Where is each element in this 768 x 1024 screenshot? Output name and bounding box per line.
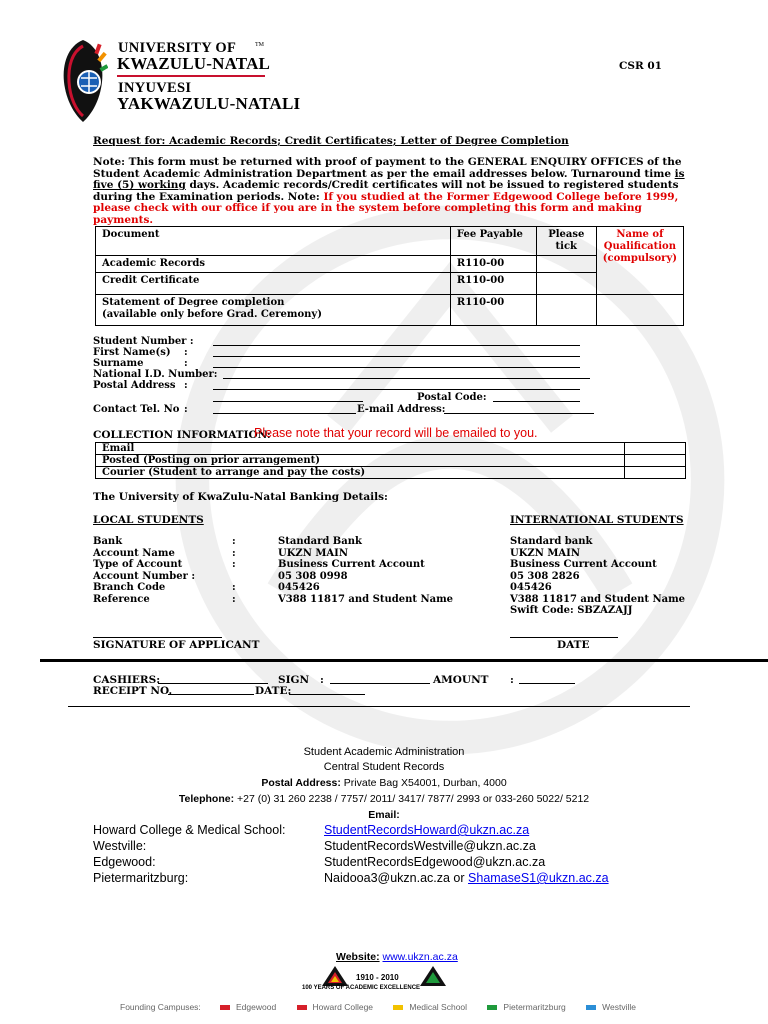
footer-dept: Student Academic Administration bbox=[303, 746, 465, 758]
note-turnaround: is five (5) working bbox=[93, 167, 685, 192]
footer-postal bbox=[0, 777, 768, 789]
collection-table bbox=[95, 442, 686, 479]
divider-thin bbox=[68, 706, 690, 707]
postal-code-input[interactable] bbox=[493, 401, 580, 402]
campus-swatch-pmb bbox=[487, 1005, 497, 1010]
intl-account-name: UKZN MAIN bbox=[510, 547, 580, 559]
local-bank: Standard Bank bbox=[278, 536, 362, 547]
note-edgewood-warning: If you studied at the Former Edgewood College before 1999, please check with our office if you are in the system before completing this form and making payments. bbox=[93, 190, 679, 226]
qualification-cell[interactable] bbox=[596, 273, 683, 295]
table-row bbox=[96, 227, 684, 256]
row-degree-completion-note: (available only before Grad. Ceremony) bbox=[102, 309, 322, 320]
founding-campuses-label: Founding Campuses: bbox=[120, 1002, 201, 1012]
table-row bbox=[96, 256, 684, 273]
option-email: Email bbox=[96, 443, 625, 455]
branch-code-label: Branch Code bbox=[93, 582, 166, 593]
intl-bank-values bbox=[510, 536, 685, 617]
telephone-value: +27 (0) 31 260 2238 / 7757/ 2011/ 3417/ 7877/ 2993 or 033-260 5022/ 5212 bbox=[237, 793, 590, 805]
bank-colons bbox=[232, 536, 236, 605]
fee-table bbox=[95, 226, 684, 326]
fee-degree-completion: R110-00 bbox=[450, 295, 536, 326]
surname-input[interactable] bbox=[213, 367, 580, 368]
local-bank-values bbox=[278, 536, 453, 605]
divider-thick bbox=[40, 659, 768, 662]
date-label: DATE bbox=[557, 639, 590, 651]
header-fee: Fee Payable bbox=[450, 227, 536, 256]
tick-credit-certificate[interactable] bbox=[536, 273, 596, 295]
campus-medical-label: Medical School bbox=[409, 1002, 468, 1012]
signature-label: SIGNATURE OF APPLICANT bbox=[93, 639, 260, 651]
amount-label: AMOUNT bbox=[433, 674, 489, 686]
tick-academic-records[interactable] bbox=[536, 256, 596, 273]
receipt-label: RECEIPT NO. bbox=[93, 685, 173, 697]
website-link[interactable]: www.ukzn.ac.za bbox=[382, 951, 458, 963]
header-document: Document bbox=[96, 227, 451, 256]
website-label: Website: bbox=[336, 951, 380, 963]
footer-unit: Central Student Records bbox=[323, 761, 445, 773]
campus-edgewood: Edgewood: bbox=[93, 855, 156, 869]
postal-code-label: Postal Code: bbox=[417, 392, 487, 403]
campus-pmb: Pietermaritzburg: bbox=[93, 871, 189, 885]
note-paragraph bbox=[93, 157, 685, 227]
option-email-tick[interactable] bbox=[625, 443, 686, 455]
centenary-text: 100 YEARS OF ACADEMIC EXCELLENCE bbox=[302, 985, 421, 991]
colon: : bbox=[232, 582, 236, 593]
first-names-label: First Name(s) bbox=[93, 347, 171, 358]
header-qualification: Name of Qualification (compulsory) bbox=[596, 227, 683, 273]
website-row bbox=[336, 951, 458, 963]
table-row bbox=[96, 455, 686, 467]
postal-address-colon: : bbox=[184, 380, 188, 391]
option-courier-tick[interactable] bbox=[625, 467, 686, 479]
account-type-label: Type of Account bbox=[93, 559, 183, 570]
postal-address-input[interactable] bbox=[213, 389, 580, 390]
intl-reference: V388 11817 and Student Name bbox=[510, 593, 686, 605]
first-names-input[interactable] bbox=[213, 356, 580, 357]
university-name-line4: YAKWAZULU-NATALI bbox=[117, 94, 301, 113]
header-tick: Please tick bbox=[536, 227, 596, 256]
banking-title: The University of KwaZulu-Natal Banking Details: bbox=[93, 491, 388, 503]
surname-label: Surname bbox=[93, 358, 144, 369]
postal-label: Postal Address: bbox=[261, 777, 341, 789]
intl-account-type: Business Current Account bbox=[510, 559, 657, 570]
campus-swatch-howard bbox=[297, 1005, 307, 1010]
centenary-left-icon bbox=[322, 966, 348, 986]
receipt-input[interactable] bbox=[168, 694, 254, 695]
collection-label: COLLECTION INFORMATION: bbox=[93, 429, 271, 441]
intl-branch-code: 045426 bbox=[510, 582, 552, 593]
colon: : bbox=[232, 547, 236, 559]
postal-address-label: Postal Address bbox=[93, 380, 176, 391]
founding-campuses bbox=[120, 1002, 201, 1012]
telephone-label: Telephone: bbox=[178, 793, 235, 805]
cashiers-label: CASHIERS: bbox=[93, 674, 161, 686]
account-name-label: Account Name bbox=[93, 547, 175, 559]
campus-swatch-medical bbox=[393, 1005, 403, 1010]
option-posted: Posted (Posting on prior arrangement) bbox=[96, 455, 625, 467]
intl-bank: Standard bank bbox=[510, 536, 593, 547]
colon: : bbox=[232, 593, 236, 605]
campus-swatch-westville bbox=[586, 1005, 596, 1010]
local-students-title: LOCAL STUDENTS bbox=[93, 514, 204, 526]
receipt-date-label: DATE: bbox=[255, 685, 292, 697]
student-number-label: Student Number : bbox=[93, 336, 194, 347]
local-account-name: UKZN MAIN bbox=[278, 547, 348, 559]
footer-telephone bbox=[0, 793, 768, 805]
id-number-label: National I.D. Number: bbox=[93, 369, 218, 380]
email-label: Email: bbox=[368, 809, 400, 821]
signature-input[interactable] bbox=[93, 637, 222, 638]
row-degree-completion: Statement of Degree completion bbox=[102, 297, 285, 308]
fee-academic-records: R110-00 bbox=[450, 256, 536, 273]
postal-address-input-line2[interactable] bbox=[213, 401, 363, 402]
international-students-title: INTERNATIONAL STUDENTS bbox=[510, 514, 684, 526]
local-account-type: Business Current Account bbox=[278, 559, 425, 570]
form-code: CSR 01 bbox=[619, 60, 662, 72]
fee-credit-certificate: R110-00 bbox=[450, 273, 536, 295]
campus-westville-label: Westville bbox=[602, 1002, 637, 1012]
colon: : bbox=[232, 536, 236, 547]
sign-input[interactable] bbox=[330, 683, 430, 684]
table-row bbox=[96, 295, 684, 326]
email-westville: StudentRecordsWestville@ukzn.ac.za bbox=[324, 839, 536, 853]
intl-account-number: 05 308 2826 bbox=[510, 570, 580, 582]
sign-colon: : bbox=[320, 674, 324, 686]
table-row bbox=[96, 467, 686, 479]
collection-note: Please note that your record will be emailed to you. bbox=[254, 426, 538, 440]
student-number-input[interactable] bbox=[213, 345, 580, 346]
campus-legend bbox=[220, 1002, 636, 1012]
intl-swift-code: Swift Code: SBZAZAJJ bbox=[510, 605, 633, 616]
email-edgewood: StudentRecordsEdgewood@ukzn.ac.za bbox=[324, 855, 546, 869]
contact-colon: : bbox=[184, 404, 188, 415]
sign-label: SIGN bbox=[278, 674, 310, 686]
date-input[interactable] bbox=[510, 637, 618, 638]
option-courier: Courier (Student to arrange and pay the costs) bbox=[96, 467, 625, 479]
local-account-number: 05 308 0998 bbox=[278, 570, 348, 582]
surname-colon: : bbox=[184, 358, 188, 369]
postal-value: Private Bag X54001, Durban, 4000 bbox=[343, 777, 507, 789]
note-text-2: days. Academic records/Credit certificates will not be issued to registered students during the Examination periods. Note: bbox=[93, 179, 679, 203]
contact-input[interactable] bbox=[213, 413, 356, 414]
cashiers-input[interactable] bbox=[158, 683, 268, 684]
receipt-date-input[interactable] bbox=[289, 694, 365, 695]
bank-label: Bank bbox=[93, 536, 123, 547]
centenary-right-icon bbox=[420, 966, 446, 986]
local-branch-code: 045426 bbox=[278, 582, 320, 593]
ukzn-logo-icon bbox=[58, 36, 108, 124]
email-input[interactable] bbox=[444, 413, 594, 414]
campus-howard: Howard College & Medical School: bbox=[93, 823, 286, 837]
email-shamase-link[interactable]: ShamaseS1@ukzn.ac.za bbox=[468, 871, 609, 885]
campus-westville: Westville: bbox=[93, 839, 147, 853]
id-number-input[interactable] bbox=[223, 378, 590, 379]
option-posted-tick[interactable] bbox=[625, 455, 686, 467]
table-row bbox=[96, 273, 684, 295]
contact-label: Contact Tel. No bbox=[93, 404, 180, 415]
tick-degree-completion[interactable] bbox=[536, 295, 596, 326]
qualification-cell[interactable] bbox=[596, 295, 683, 326]
local-reference: V388 11817 and Student Name bbox=[278, 593, 454, 605]
university-name-line1: UNIVERSITY OF bbox=[118, 40, 237, 56]
university-name-line3: INYUVESI bbox=[118, 80, 192, 96]
first-names-colon: : bbox=[184, 347, 188, 358]
trademark: TM bbox=[255, 42, 264, 48]
campus-howard-label: Howard College bbox=[312, 1002, 374, 1012]
amount-colon: : bbox=[510, 674, 514, 686]
email-pmb bbox=[324, 871, 609, 885]
email-howard-link[interactable]: StudentRecordsHoward@ukzn.ac.za bbox=[324, 823, 530, 837]
colon: : bbox=[232, 559, 236, 570]
note-text-1: Note: This form must be returned with proof of payment to the GENERAL ENQUIRY OFFICES of the Student Academic Administration Department as per the email addresses below. Turnaround time bbox=[93, 156, 682, 180]
amount-input[interactable] bbox=[519, 683, 575, 684]
row-credit-certificate: Credit Certificate bbox=[96, 273, 451, 295]
email-label: E-mail Address: bbox=[357, 404, 446, 415]
request-title: Request for: Academic Records; Credit Certificates; Letter of Degree Completion bbox=[93, 135, 569, 147]
centenary-years: 1910 - 2010 bbox=[356, 973, 399, 982]
email-naidoo: Naidooa3@ukzn.ac.za or bbox=[324, 871, 469, 885]
bank-labels bbox=[93, 536, 195, 605]
university-name-line2: KWAZULU-NATAL bbox=[117, 54, 271, 73]
campus-edgewood-label: Edgewood bbox=[236, 1002, 277, 1012]
reference-label: Reference bbox=[93, 593, 150, 605]
account-number-label: Account Number : bbox=[93, 570, 196, 582]
campus-pmb-label: Pietermaritzburg bbox=[503, 1002, 566, 1012]
campus-swatch-edgewood bbox=[220, 1005, 230, 1010]
header-divider bbox=[117, 75, 265, 77]
row-academic-records: Academic Records bbox=[96, 256, 451, 273]
table-row bbox=[96, 443, 686, 455]
